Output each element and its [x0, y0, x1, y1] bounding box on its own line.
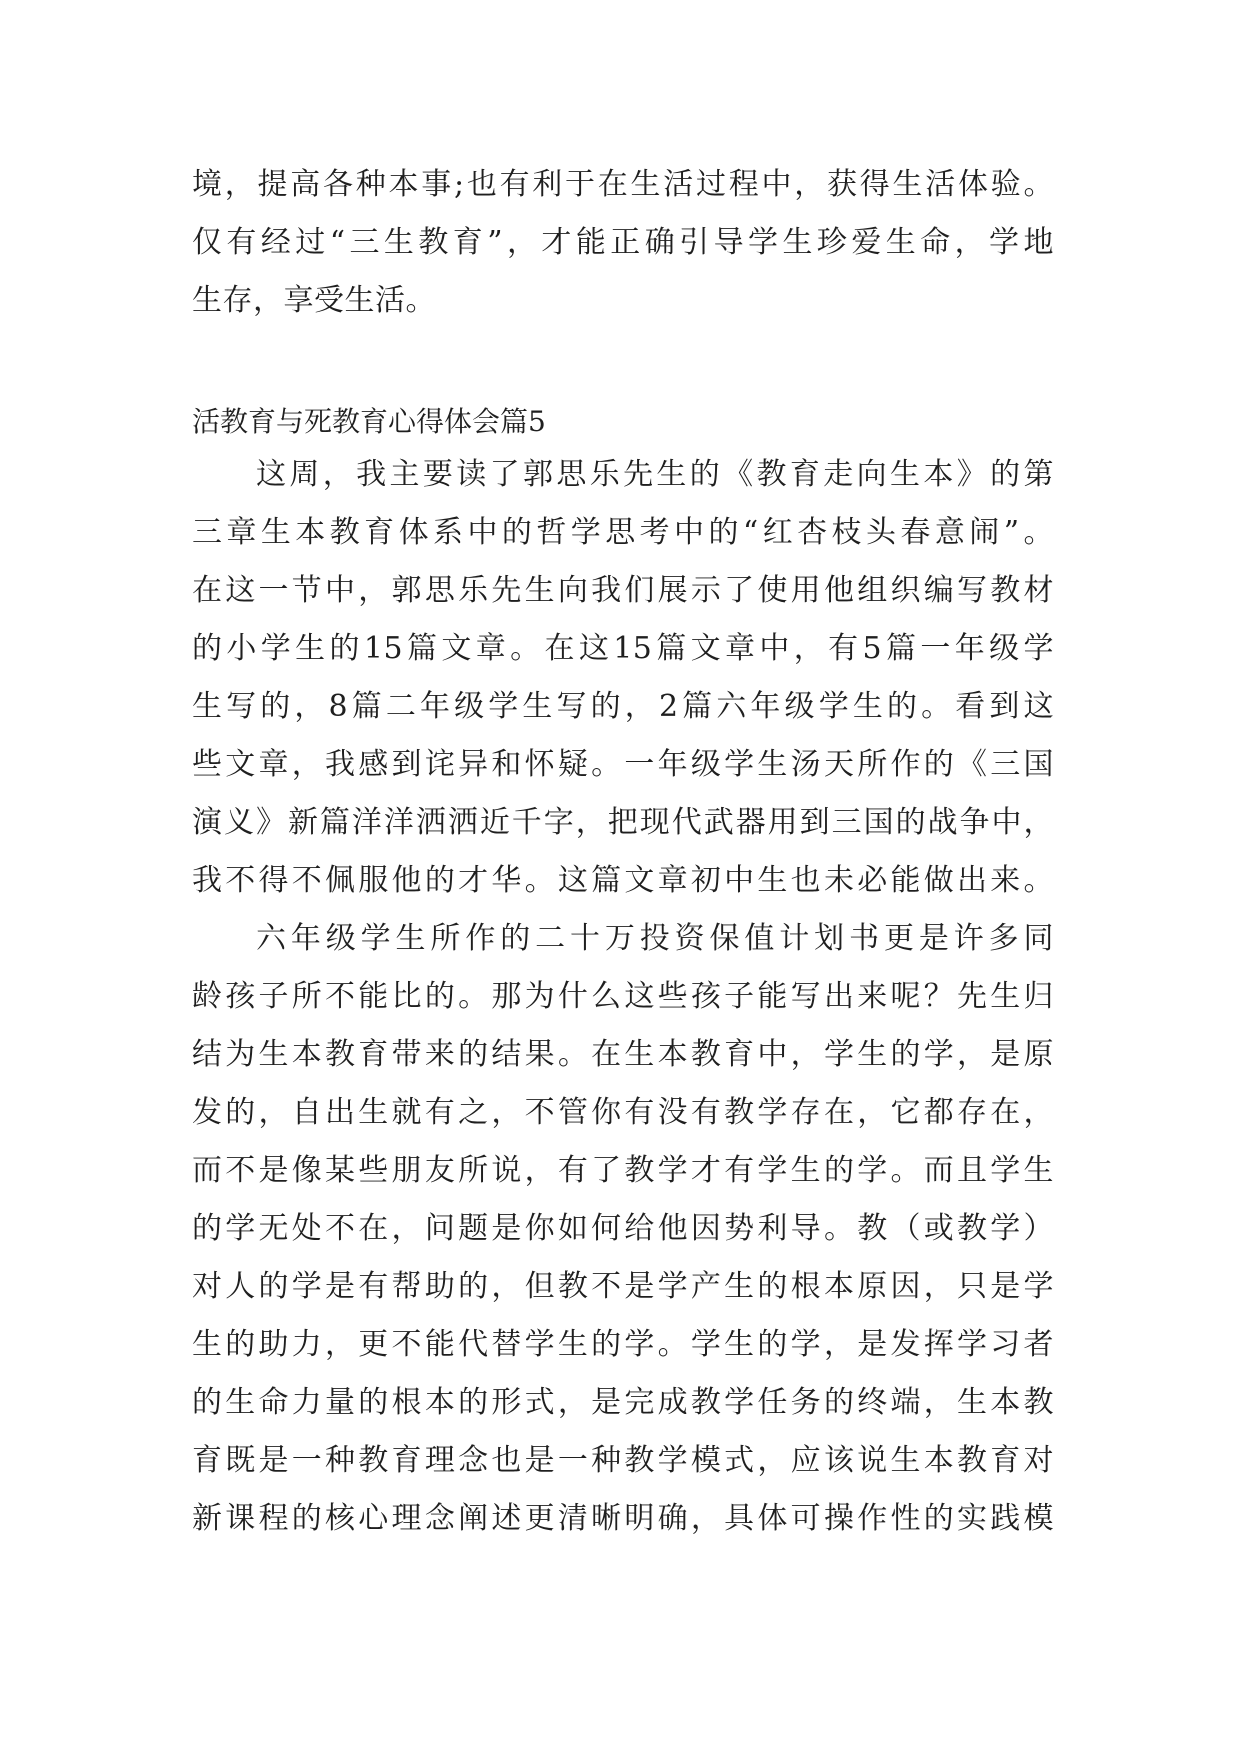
- para2-line-5: 而不是像某些朋友所说，有了教学才有学生的学。而且学生: [192, 1153, 1054, 1188]
- para2-line-2: 龄孩子所不能比的。那为什么这些孩子能写出来呢？先生归: [192, 979, 1054, 1014]
- intro-line-2: 仅有经过“三生教育”，才能正确引导学生珍爱生命，学地: [192, 225, 1054, 260]
- para2-line-4: 发的，自出生就有之，不管你有没有教学存在，它都存在，: [192, 1095, 1054, 1130]
- para1-line-1: 这周，我主要读了郭思乐先生的《教育走向生本》的第: [256, 457, 1054, 492]
- para1-line-5: 生写的，8篇二年级学生写的，2篇六年级学生的。看到这: [192, 689, 1054, 724]
- para1-line-4: 的小学生的15篇文章。在这15篇文章中，有5篇一年级学: [192, 631, 1054, 666]
- section-heading: 活教育与死教育心得体会篇5: [192, 405, 546, 438]
- para2-line-10: 育既是一种教育理念也是一种教学模式，应该说生本教育对: [192, 1443, 1054, 1478]
- para2-line-9: 的生命力量的根本的形式，是完成教学任务的终端，生本教: [192, 1385, 1054, 1420]
- intro-line-1: 境，提高各种本事;也有利于在生活过程中，获得生活体验。: [192, 167, 1054, 202]
- para2-line-1: 六年级学生所作的二十万投资保值计划书更是许多同: [256, 921, 1054, 956]
- para1-line-6: 些文章，我感到诧异和怀疑。一年级学生汤天所作的《三国: [192, 747, 1054, 782]
- para1-line-2: 三章生本教育体系中的哲学思考中的“红杏枝头春意闹”。: [192, 515, 1054, 550]
- para2-line-3: 结为生本教育带来的结果。在生本教育中，学生的学，是原: [192, 1037, 1054, 1072]
- intro-line-3: 生存，享受生活。: [192, 283, 436, 318]
- para2-line-6: 的学无处不在，问题是你如何给他因势利导。教（或教学）: [192, 1211, 1054, 1246]
- para2-line-11: 新课程的核心理念阐述更清晰明确，具体可操作性的实践模: [192, 1501, 1054, 1536]
- para1-line-3: 在这一节中，郭思乐先生向我们展示了使用他组织编写教材: [192, 573, 1054, 608]
- para2-line-8: 生的助力，更不能代替学生的学。学生的学，是发挥学习者: [192, 1327, 1054, 1362]
- para1-line-8: 我不得不佩服他的才华。这篇文章初中生也未必能做出来。: [192, 863, 1054, 898]
- para2-line-7: 对人的学是有帮助的，但教不是学产生的根本原因，只是学: [192, 1269, 1054, 1304]
- para1-line-7: 演义》新篇洋洋洒洒近千字，把现代武器用到三国的战争中，: [192, 805, 1054, 840]
